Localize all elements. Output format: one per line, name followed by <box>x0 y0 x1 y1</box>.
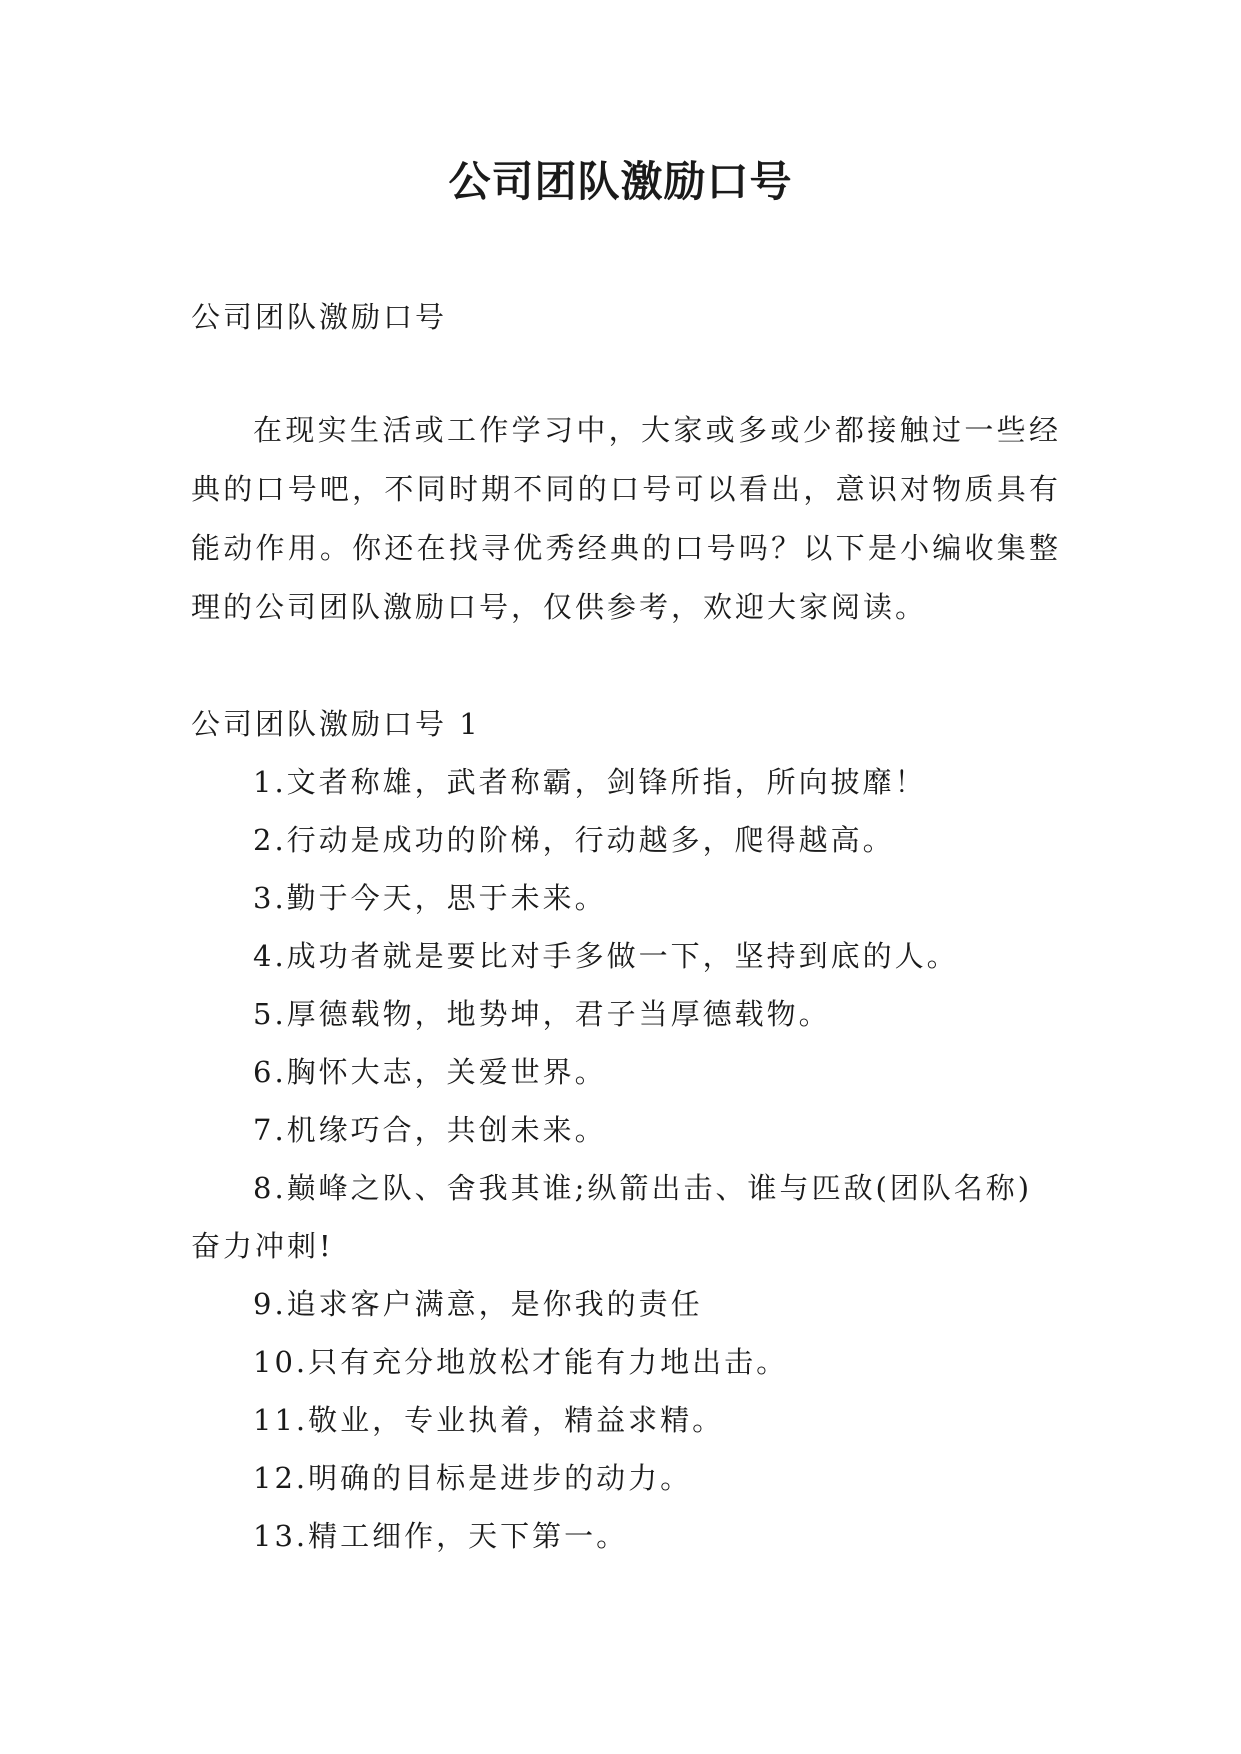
document-title: 公司团队激励口号 <box>448 157 793 206</box>
slogan-item: 13.精工细作，天下第一。 <box>253 1519 629 1553</box>
slogan-item: 1.文者称雄，武者称霸，剑锋所指，所向披靡！ <box>253 765 927 799</box>
slogan-item: 7.机缘巧合，共创未来。 <box>253 1113 607 1147</box>
slogan-item: 4.成功者就是要比对手多做一下，坚持到底的人。 <box>253 939 959 973</box>
section-heading: 公司团队激励口号 1 <box>191 707 481 741</box>
slogan-item: 2.行动是成功的阶梯，行动越多，爬得越高。 <box>253 823 895 857</box>
slogan-item: 11.敬业，专业执着，精益求精。 <box>253 1403 725 1437</box>
slogan-item: 5.厚德载物，地势坤，君子当厚德载物。 <box>253 997 831 1031</box>
slogan-item: 6.胸怀大志，关爱世界。 <box>253 1055 607 1089</box>
slogan-list <box>191 753 1061 1565</box>
slogan-item: 8.巅峰之队、舍我其谁;纵箭出击、谁与匹敌(团队名称)奋力冲刺! <box>191 1171 1033 1263</box>
slogan-item: 3.勤于今天，思于未来。 <box>253 881 607 915</box>
slogan-item: 9.追求客户满意，是你我的责任 <box>253 1287 703 1321</box>
slogan-item: 10.只有充分地放松才能有力地出击。 <box>253 1345 789 1379</box>
document-subtitle: 公司团队激励口号 <box>191 300 448 334</box>
slogan-item: 12.明确的目标是进步的动力。 <box>253 1461 693 1495</box>
intro-paragraph: 在现实生活或工作学习中，大家或多或少都接触过一些经典的口号吧，不同时期不同的口号可以看出，意识对物质具有能动作用。你还在找寻优秀经典的口号吗？以下是小编收集整理的公司团队激励口号，仅供参考，欢迎大家阅读。 <box>191 413 1061 624</box>
